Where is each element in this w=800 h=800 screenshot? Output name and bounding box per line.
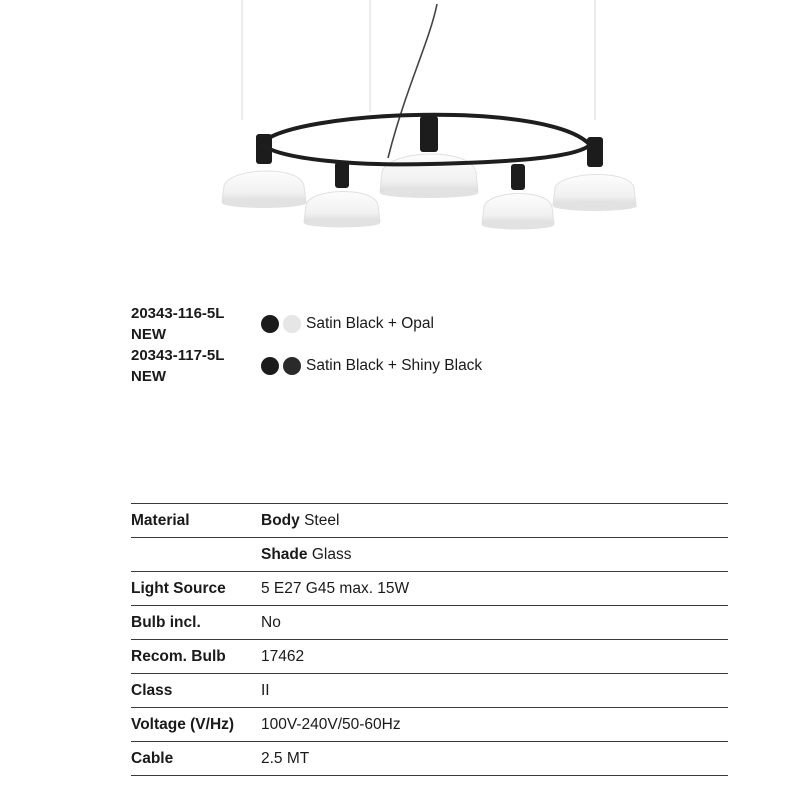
variant-code xyxy=(131,345,224,387)
variant-code xyxy=(131,303,224,345)
variant-row xyxy=(131,345,551,387)
spec-row-class xyxy=(131,673,728,707)
spec-row-recom-bulb xyxy=(131,639,728,673)
new-badge: NEW xyxy=(131,368,166,385)
spec-row-voltage xyxy=(131,707,728,741)
spec-value xyxy=(261,512,339,530)
product-image xyxy=(130,0,660,270)
spec-value-text: Steel xyxy=(304,512,340,529)
finish-label: Satin Black + Opal xyxy=(306,315,434,332)
spec-label: Voltage (V/Hz) xyxy=(131,716,235,733)
product-code: 20343-117-5L xyxy=(131,347,225,364)
spec-value-bold: Body xyxy=(261,512,300,529)
spec-label: Class xyxy=(131,682,173,699)
spec-value xyxy=(261,546,351,564)
spec-value-text: Glass xyxy=(311,546,352,563)
spec-row-bulb-incl xyxy=(131,605,728,639)
spec-value: 5 E27 G45 max. 15W xyxy=(261,580,410,597)
spec-value: II xyxy=(261,682,270,699)
spec-label: Bulb incl. xyxy=(131,614,201,631)
spec-label: Light Source xyxy=(131,580,226,597)
spec-row-shade xyxy=(131,537,728,571)
new-badge: NEW xyxy=(131,326,166,343)
swatch-shiny-black xyxy=(283,357,301,375)
finish-label: Satin Black + Shiny Black xyxy=(306,357,483,374)
spec-value: 17462 xyxy=(261,648,305,665)
spec-label: Material xyxy=(131,512,190,529)
swatch-opal xyxy=(283,315,301,333)
spec-label: Recom. Bulb xyxy=(131,648,226,665)
spec-label: Cable xyxy=(131,750,174,767)
spec-value: 100V-240V/50-60Hz xyxy=(261,716,401,733)
swatch-satin-black xyxy=(261,357,279,375)
spec-value: 2.5 MT xyxy=(261,750,310,767)
spec-value-bold: Shade xyxy=(261,546,308,563)
swatch-satin-black xyxy=(261,315,279,333)
spec-row-cable xyxy=(131,741,728,776)
spec-table xyxy=(131,503,728,776)
product-code: 20343-116-5L xyxy=(131,305,225,322)
variant-row xyxy=(131,303,551,345)
spec-row-material xyxy=(131,503,728,537)
spec-row-light-source xyxy=(131,571,728,605)
spec-value: No xyxy=(261,614,281,631)
